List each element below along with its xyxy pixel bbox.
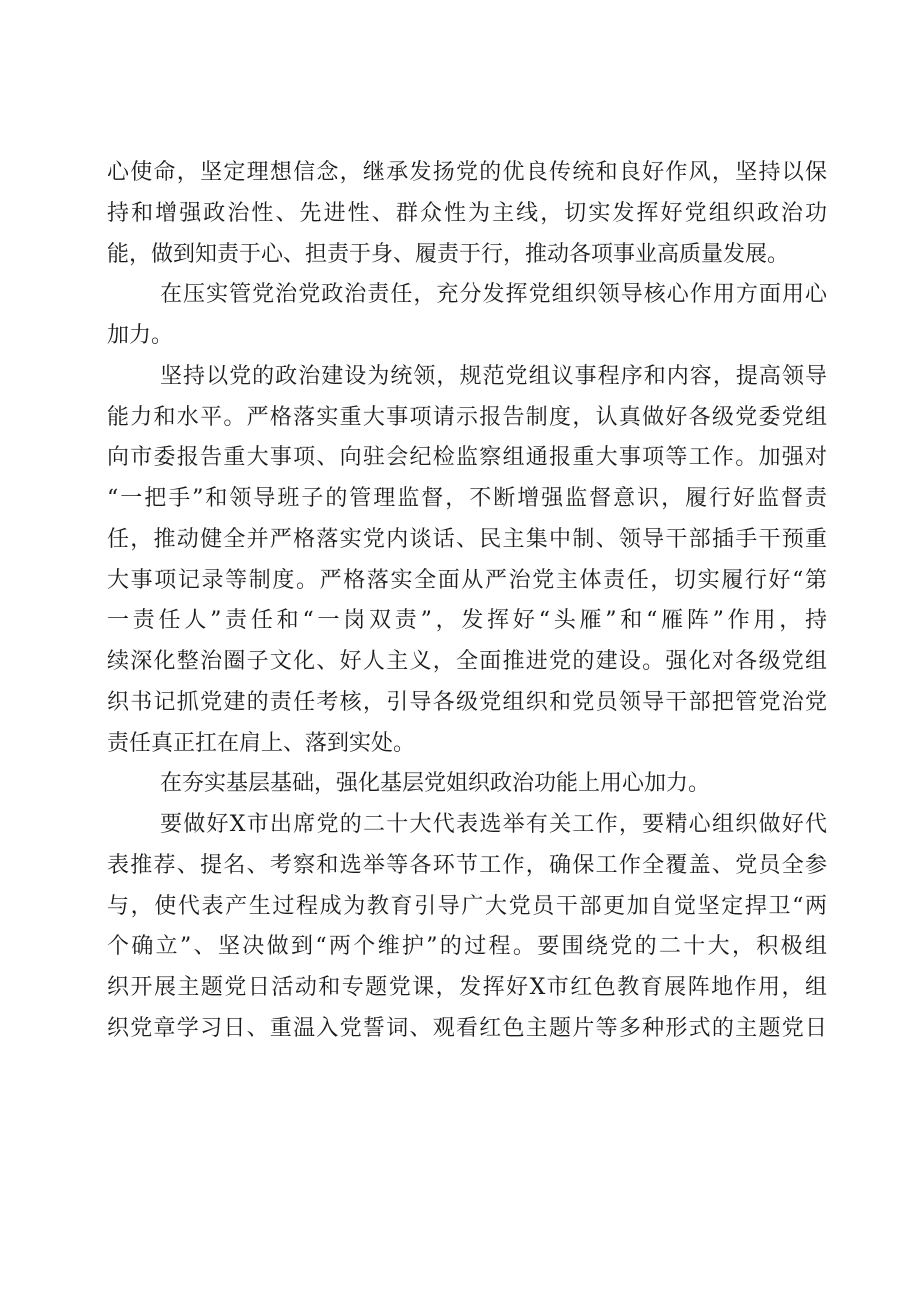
- text-line: 持和增强政治性、先进性、群众性为主线，切实发挥好党组织政治功: [107, 200, 827, 226]
- paragraph-2: [107, 275, 827, 357]
- document-body: [107, 153, 827, 1050]
- text-line: 任，推动健全并严格落实党内谈话、民主集中制、领导干部插手干预重: [107, 526, 827, 552]
- text-line: 续深化整治圈子文化、好人主义，全面推进党的建设。强化对各级党组: [107, 649, 827, 674]
- text-line: 织党章学习日、重温入党誓词、观看红色主题片等多种形式的主题党日: [107, 1015, 827, 1041]
- paragraph-5: [107, 805, 827, 1050]
- text-line: 在夯实基层基础，强化基层党姐织政治功能上用心加力。: [160, 771, 711, 797]
- text-line: 个确立”、坚决做到“两个维护”的过程。要围绕党的二十大，积极组: [107, 934, 827, 960]
- text-line: “一把手”和领导班子的管理监督，不断增强监督意识，履行好监督责: [107, 486, 827, 511]
- text-line: 要做好X市出席党的二十大代表选举有关工作，要精心组织做好代: [160, 812, 827, 837]
- text-line: 心使命，坚定理想信念，继承发扬党的优良传统和良好作风，坚持以保: [107, 160, 827, 185]
- text-line: 在压实管党治党政治责任，充分发挥党组织领导核心作用方面用心: [160, 282, 827, 308]
- paragraph-1: [107, 153, 827, 275]
- text-line: 织书记抓党建的责任考核，引导各级党组织和党员领导干部把管党治党: [107, 689, 827, 715]
- paragraph-3: [107, 357, 827, 765]
- text-line: 大事项记录等制度。严格落实全面从严治党主体责任，切实履行好“第: [107, 567, 827, 593]
- text-line: 加力。: [107, 323, 174, 348]
- text-line: 能，做到知责于心、担责于身、履责于行，推动各项事业高质量发展。: [107, 241, 790, 267]
- text-line: 表推荐、提名、考察和选举等各环节工作，确保工作全覆盖、党员全参: [107, 852, 827, 878]
- text-line: 一责任人”责任和“一岗双责”，发挥好“头雁”和“雁阵”作用，持: [107, 608, 827, 634]
- text-line: 坚持以党的政治建设为统领，规范党组议事程序和内容，提高领导: [160, 363, 827, 389]
- text-line: 责任真正扛在肩上、落到实处。: [107, 730, 416, 756]
- paragraph-4: [107, 764, 827, 805]
- text-line: 向市委报告重大事项、向驻会纪检监察组通报重大事项等工作。加强对: [107, 445, 827, 471]
- text-line: 织开展主题党日活动和专题党课，发挥好X市红色教育展阵地作用，组: [107, 975, 827, 1000]
- text-line: 与，使代表产生过程成为教育引导广大党员干部更加自觉坚定捍卫“两: [107, 893, 827, 919]
- text-line: 能力和水平。严格落实重大事项请示报告制度，认真做好各级党委党组: [107, 404, 827, 430]
